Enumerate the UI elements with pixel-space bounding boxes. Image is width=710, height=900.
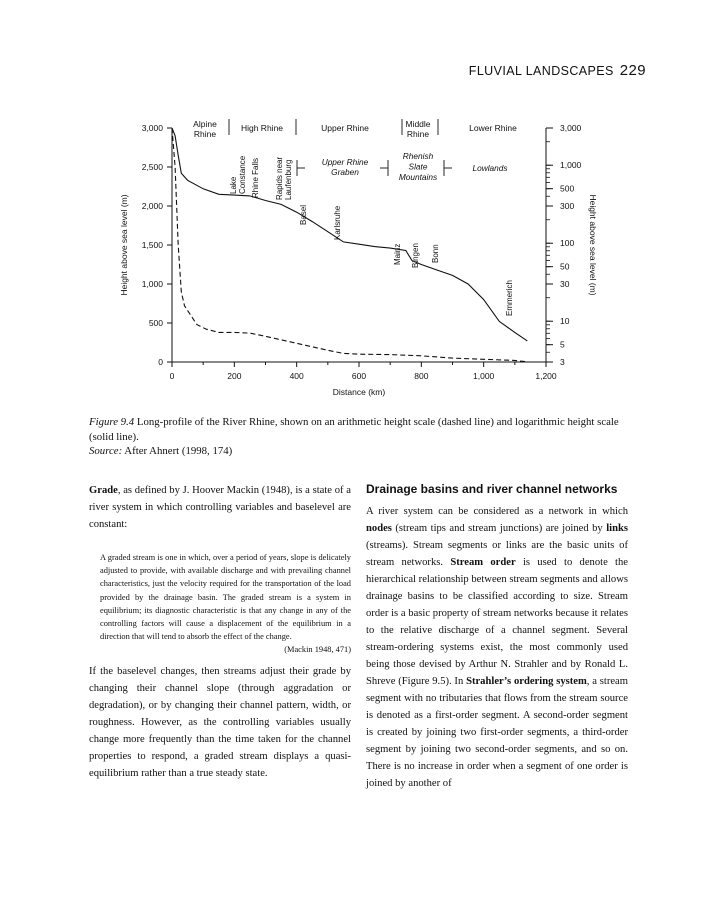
x-tick-label: 400 — [289, 371, 304, 381]
place-label: Laufenburg — [284, 159, 293, 200]
x-axis-label: Distance (km) — [332, 387, 386, 397]
grade-definition: , as defined by J. Hoover Mackin (1948), is a state of a river system in which controlling variables and baselevel are constant: — [89, 485, 351, 530]
y-left-tick-label: 0 — [158, 357, 163, 367]
caption-text: Long-profile of the River Rhine, shown on an arithmetic height scale (dashed line) and logarithmic height scale (solid line). — [89, 416, 619, 443]
grade-paragraph — [89, 482, 351, 533]
place-label: Constance — [238, 155, 247, 194]
region-label: Middle — [405, 119, 431, 129]
figure-number: Figure 9.4 — [89, 416, 135, 428]
y-left-tick-label: 500 — [148, 318, 163, 328]
term-links: links — [606, 523, 628, 534]
y-left-tick-label: 1,500 — [141, 240, 163, 250]
quote-text: A graded stream is one in which, over a period of years, slope is delicately adjusted to provide, with available discharge and with prevailing channel characteristics, just the velocity required for the transportation of the load provided by the drainage basin. The graded stream is a system in equilibrium; its diagnostic characteristic is that any change in any of the controlling factors will cause a displacement of the equilibrium in a direction that will tend to absorb the effect of the change. — [100, 553, 351, 642]
y-right-tick-label: 100 — [560, 238, 575, 249]
running-head-title: FLUVIAL LANDSCAPES — [468, 64, 614, 78]
text-run: A river system can be considered as a network in which — [366, 506, 628, 517]
region-label: Upper Rhine — [321, 123, 369, 133]
term-nodes: nodes — [366, 523, 392, 534]
network-paragraph — [366, 503, 628, 792]
region-label: Lower Rhine — [469, 123, 517, 133]
y-right-tick-label: 300 — [560, 201, 575, 211]
place-label: Emmerich — [505, 279, 514, 316]
y-right-tick-label: 3 — [560, 357, 565, 367]
text-run: (streams). Stream segments or links are the basic units of stream networks. — [366, 540, 628, 568]
region-label: Rhine — [193, 129, 217, 139]
place-label: Rapids near — [275, 156, 284, 200]
text-run: is used to denote the hierarchical relationship between stream segments and allows drainage basins to be classified according to size. Stream order is a basic property of stream networks because it relates to the relative discharge of a channel segment. Several stream-ordering systems exist, the most commonly used being those devised by Arthur N. Strahler and by Ronald L. Shreve (Figure 9.5). In — [366, 557, 628, 687]
place-label: Mainz — [393, 243, 402, 265]
landscape-label: Mountains — [398, 172, 438, 182]
quote-source: (Mackin 1948, 471) — [284, 645, 351, 655]
caption-source: After Ahnert (1998, 174) — [124, 445, 233, 457]
y-right-tick-label: 5 — [560, 339, 565, 350]
landscape-label: Lowlands — [472, 163, 508, 173]
y-left-tick-label: 3,000 — [141, 123, 163, 133]
y-left-tick-label: 2,000 — [141, 201, 163, 211]
rhine-long-profile-chart — [0, 0, 710, 410]
x-tick-label: 0 — [169, 371, 175, 381]
landscape-label: Graben — [331, 167, 359, 177]
x-tick-label: 1,200 — [535, 371, 557, 381]
y-right-tick-label: 50 — [560, 261, 570, 272]
y-left-tick-label: 1,000 — [141, 279, 163, 289]
block-quote — [100, 551, 351, 657]
x-tick-label: 200 — [227, 371, 242, 381]
y-right-tick-label: 500 — [560, 183, 575, 194]
place-label: Lake — [229, 176, 238, 194]
page-number: 229 — [619, 62, 646, 79]
term-grade: Grade — [89, 485, 118, 496]
y-right-tick-label: 10 — [560, 316, 570, 327]
place-label: Basel — [299, 204, 308, 225]
y-right-tick-label: 1,000 — [560, 160, 582, 171]
y-right-tick-label: 3,000 — [560, 123, 582, 133]
x-tick-label: 600 — [351, 371, 367, 381]
section-heading: Drainage basins and river channel networks — [366, 482, 618, 496]
baselevel-paragraph: If the baselevel changes, then streams adjust their grade by changing their channel slope (through aggradation or degradation), or by changing their channel pattern, width, or roughness. However, as the controlling variables usually change more frequently than the time taken for the channel properties to respond, a graded stream displays a quasi-equilibrium rather than a true steady state. — [89, 665, 351, 779]
term-stream-order: Stream order — [450, 557, 516, 568]
figure-caption — [89, 415, 629, 459]
place-label: Rhine Falls — [251, 157, 260, 198]
y-right-tick-label: 30 — [560, 279, 570, 289]
y-axis-label-left: Height above sea level (m) — [119, 194, 129, 296]
y-left-tick-label: 2,500 — [141, 162, 163, 172]
place-label: Bonn — [431, 244, 440, 263]
text-run: (stream tips and stream junctions) are joined by — [391, 523, 607, 534]
text-run: , a stream segment with no tributaries that flows from the stream source is denoted as a first-order segment. A second-order segment is created by joining two first-order segments, a third-order segment by joining two second-order segments, and so on. There is no increase in order when a segment of one order is joined by another of — [366, 676, 628, 789]
x-tick-label: 800 — [414, 371, 429, 381]
chart-place-labels — [229, 155, 514, 316]
left-column — [89, 482, 351, 782]
landscape-label: Rhenish — [402, 151, 434, 161]
region-label: Alpine — [193, 119, 217, 129]
region-label: High Rhine — [240, 123, 284, 133]
caption-source-label: Source: — [89, 445, 123, 457]
y-axis-label-right: Height above sea level (m) — [588, 194, 598, 296]
landscape-label: Upper Rhine — [321, 157, 369, 167]
place-label: Bingen — [411, 243, 420, 268]
place-label: Karlsruhe — [333, 205, 342, 240]
x-tick-label: 1,000 — [473, 371, 495, 381]
term-strahler-system: Strahler’s ordering system — [466, 676, 587, 687]
right-column — [366, 482, 628, 792]
region-label: Rhine — [406, 129, 430, 139]
landscape-label: Slate — [408, 161, 428, 172]
